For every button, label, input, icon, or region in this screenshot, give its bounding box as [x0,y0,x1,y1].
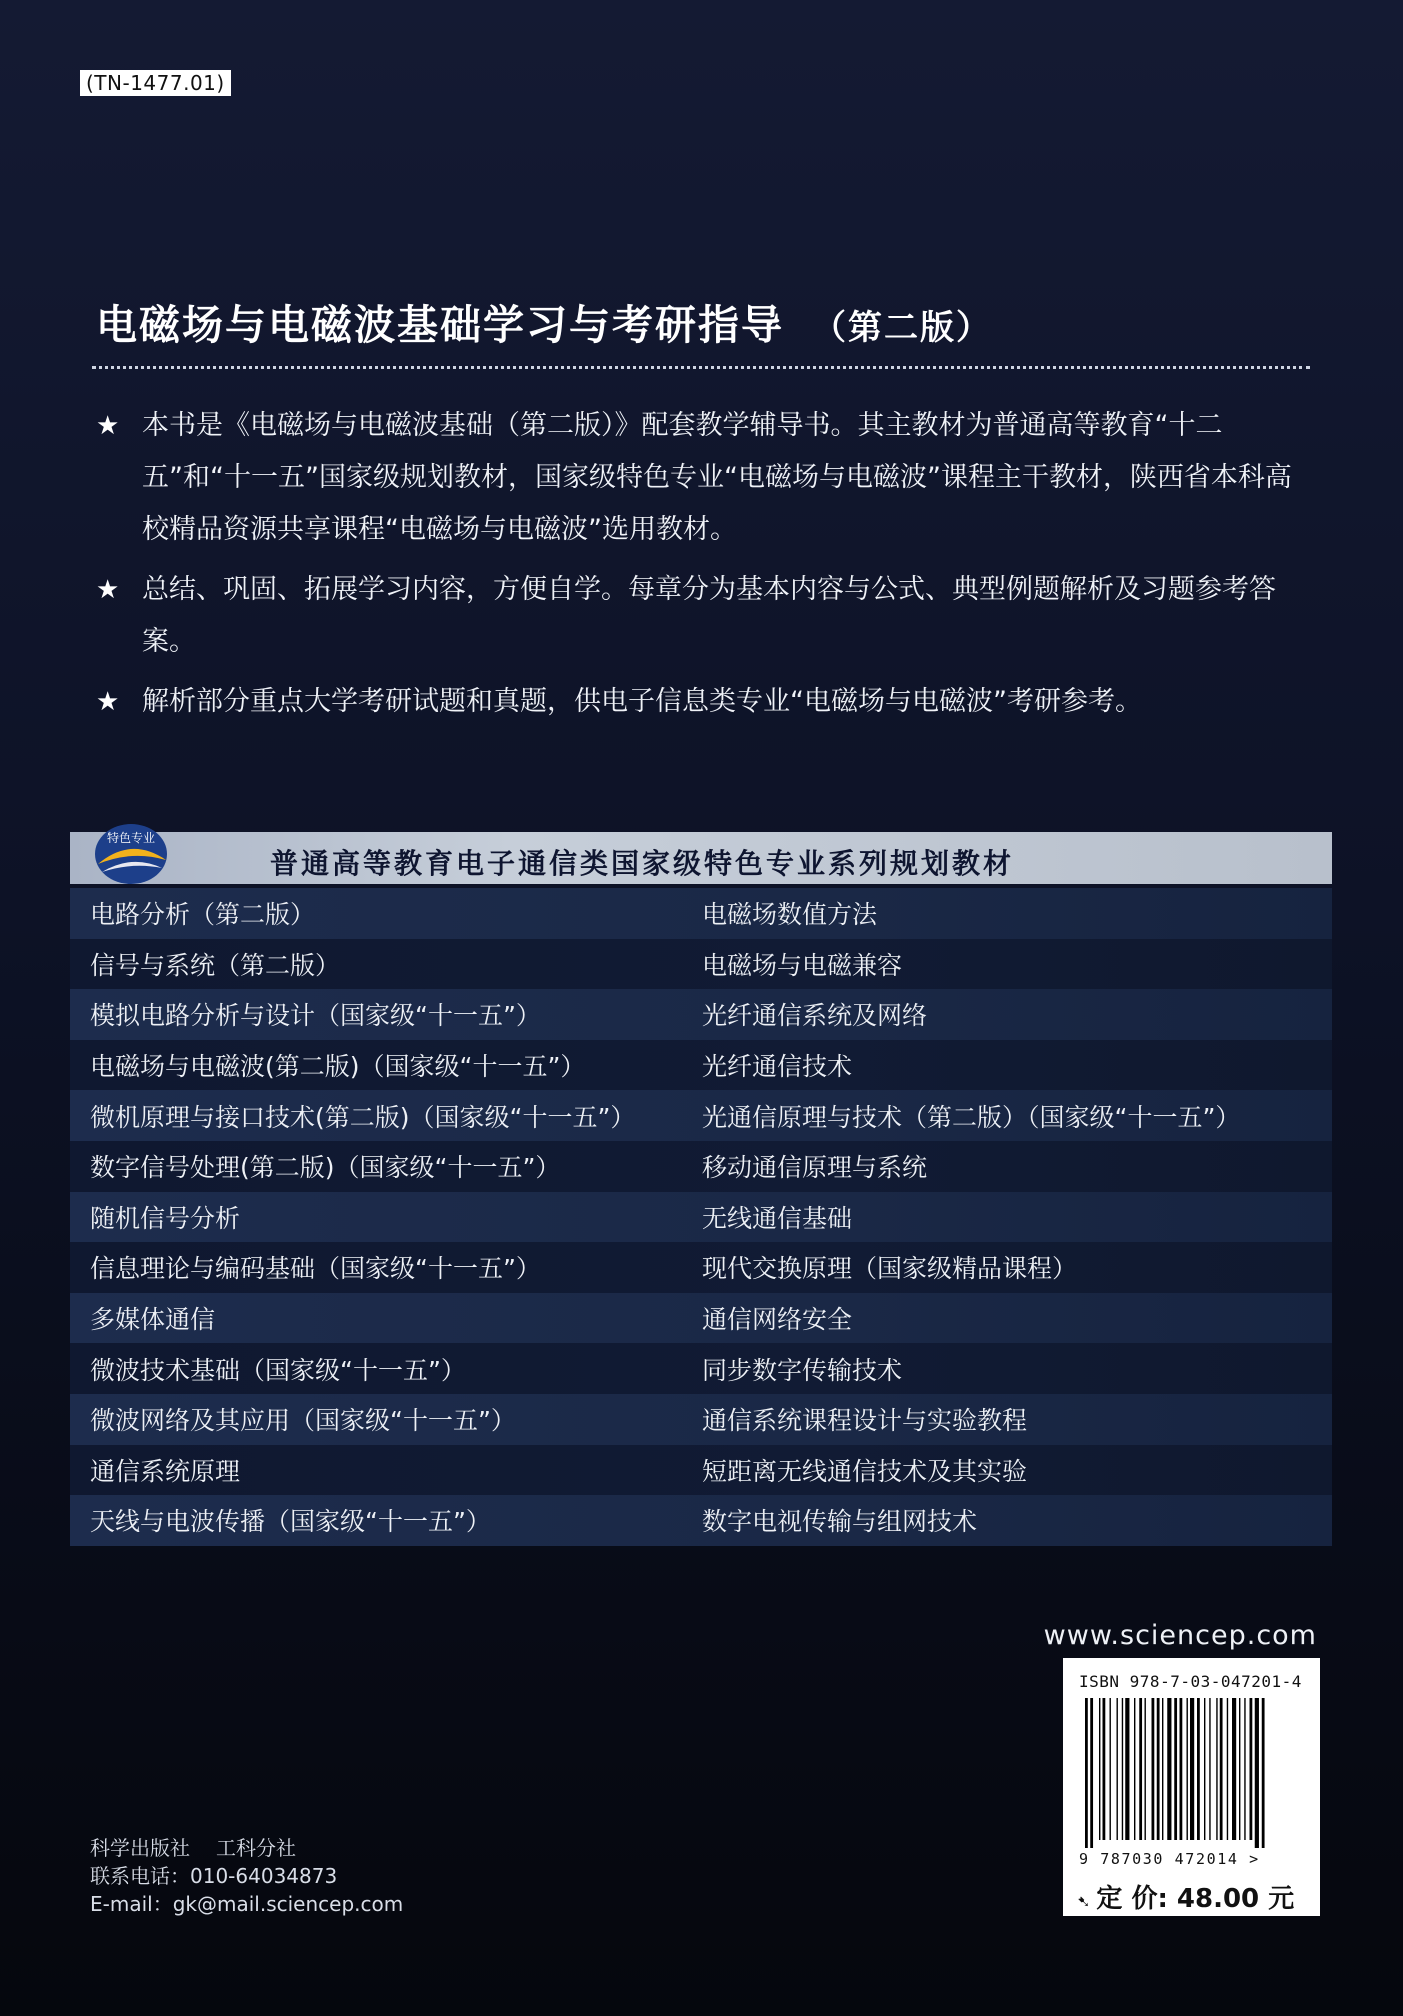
star-icon: ★ [96,411,120,441]
barcode-bar [1250,1698,1253,1840]
isbn-barcode-panel [1063,1658,1320,1916]
table-row [70,1495,1332,1546]
book-left: 微波技术基础（国家级“十一五”） [90,1355,466,1385]
table-row [70,939,1332,990]
barcode-bar [1244,1698,1245,1840]
barcode-bar [1227,1698,1228,1840]
book-edition: （第二版） [812,308,992,348]
arrow-icon: ➷ [1077,1892,1091,1911]
barcode-bar [1103,1698,1106,1840]
publisher-info [90,1834,403,1918]
table-row [70,1445,1332,1496]
barcode-bar [1255,1698,1259,1848]
dotted-divider [92,366,1310,369]
book-left: 信号与系统（第二版） [90,950,341,980]
publisher-website: www.sciencep.com [1043,1620,1317,1651]
feature-item [96,400,1316,556]
book-right: 现代交换原理（国家级精品课程） [702,1254,1078,1284]
feature-text: 解析部分重点大学考研试题和真题，供电子信息类专业“电磁场与电磁波”考研参考。 [142,686,1142,717]
table-row [70,1242,1332,1293]
barcode-bar [1180,1698,1183,1840]
barcode-digits: 9 787030 472014 > [1079,1850,1260,1868]
book-left: 电路分析（第二版） [90,900,316,930]
barcode-icon [1085,1698,1299,1848]
book-left: 数字信号处理(第二版)（国家级“十一五”） [90,1153,561,1183]
book-right: 电磁场与电磁兼容 [702,950,903,980]
barcode-bar [1239,1698,1240,1840]
barcode-bar [1262,1698,1265,1848]
barcode-bar [1139,1698,1142,1840]
barcode-bar [1216,1698,1217,1840]
publisher-phone: 联系电话：010-64034873 [90,1864,338,1888]
price-label [1077,1878,1294,1915]
table-row [70,1293,1332,1344]
book-left: 微波网络及其应用（国家级“十一五”） [90,1406,516,1436]
feature-item [96,676,1316,728]
barcode-bar [1220,1698,1223,1840]
barcode-bar [1232,1698,1236,1840]
table-row [70,1141,1332,1192]
barcode-bar [1197,1698,1200,1840]
book-left: 电磁场与电磁波(第二版)（国家级“十一五”） [90,1052,586,1082]
barcode-bar [1134,1698,1135,1840]
barcode-bar [1122,1698,1123,1840]
catalog-code: (TN-1477.01) [80,70,231,96]
book-right: 数字电视传输与组网技术 [702,1507,978,1537]
book-left: 多媒体通信 [90,1305,216,1335]
barcode-bar [1174,1698,1177,1840]
book-right: 移动通信原理与系统 [702,1153,928,1183]
book-right: 通信系统课程设计与实验教程 [702,1406,1028,1436]
book-right: 光纤通信技术 [702,1052,853,1082]
book-right: 无线通信基础 [702,1203,853,1233]
book-left: 微机原理与接口技术(第二版)（国家级“十一五”） [90,1102,636,1132]
barcode-bar [1204,1698,1205,1840]
series-logo-icon [92,816,170,888]
book-right: 短距离无线通信技术及其实验 [702,1456,1028,1486]
publisher-email: E-mail：gk@mail.sciencep.com [90,1892,404,1916]
barcode-bar [1162,1698,1163,1840]
barcode-bar [1145,1698,1146,1840]
series-book-list [70,888,1332,1546]
book-left: 模拟电路分析与设计（国家级“十一五”） [90,1001,541,1031]
table-row [70,1192,1332,1243]
feature-list [96,400,1316,736]
table-row [70,888,1332,939]
star-icon: ★ [96,575,120,605]
book-left: 信息理论与编码基础（国家级“十一五”） [90,1254,541,1284]
book-title-text: 电磁场与电磁波基础学习与考研指导 [96,301,784,349]
book-right: 通信网络安全 [702,1305,853,1335]
barcode-bar [1110,1698,1111,1840]
barcode-bar [1157,1698,1160,1840]
barcode-bar [1117,1698,1118,1840]
table-row [70,989,1332,1040]
book-right: 同步数字传输技术 [702,1355,903,1385]
barcode-bar [1209,1698,1210,1840]
barcode-bar [1187,1698,1188,1840]
book-left: 天线与电波传播（国家级“十一五”） [90,1507,491,1537]
feature-text: 本书是《电磁场与电磁波基础（第二版）》配套教学辅导书。其主教材为普通高等教育“十二五”和“十一五”国家级规划教材，国家级特色专业“电磁场与电磁波”课程主干教材，陕西省本科高校精品资源共享课程“电磁场与电磁波”选用教材。 [142,410,1292,545]
barcode-bar [1099,1698,1100,1840]
book-right: 光纤通信系统及网络 [702,1001,928,1031]
publisher-name-line [90,1834,403,1862]
price-text: 定 价: 48.00 元 [1096,1884,1295,1914]
book-left: 随机信号分析 [90,1203,241,1233]
feature-text: 总结、巩固、拓展学习内容，方便自学。每章分为基本内容与公式、典型例题解析及习题参考答案。 [142,574,1276,657]
table-row [70,1040,1332,1091]
book-right: 电磁场数值方法 [702,900,878,930]
barcode-bar [1090,1698,1093,1848]
feature-item [96,564,1316,668]
publisher-name: 科学出版社 [90,1836,190,1860]
book-left: 通信系统原理 [90,1456,241,1486]
series-logo-text: 特色专业 [106,831,156,845]
barcode-bar [1167,1698,1171,1840]
series-title: 普通高等教育电子通信类国家级特色专业系列规划教材 [270,847,1015,880]
barcode-bar [1190,1698,1194,1840]
book-right: 光通信原理与技术（第二版）（国家级“十一五”） [702,1102,1241,1132]
barcode-bar [1085,1698,1088,1848]
table-row [70,1343,1332,1394]
table-row [70,1090,1332,1141]
barcode-bar [1125,1698,1129,1840]
isbn-number: ISBN 978-7-03-047201-4 [1079,1672,1302,1691]
publisher-branch: 工科分社 [216,1836,296,1860]
book-title [96,292,992,351]
star-icon: ★ [96,687,120,717]
barcode-bar [1152,1698,1155,1840]
table-row [70,1394,1332,1445]
